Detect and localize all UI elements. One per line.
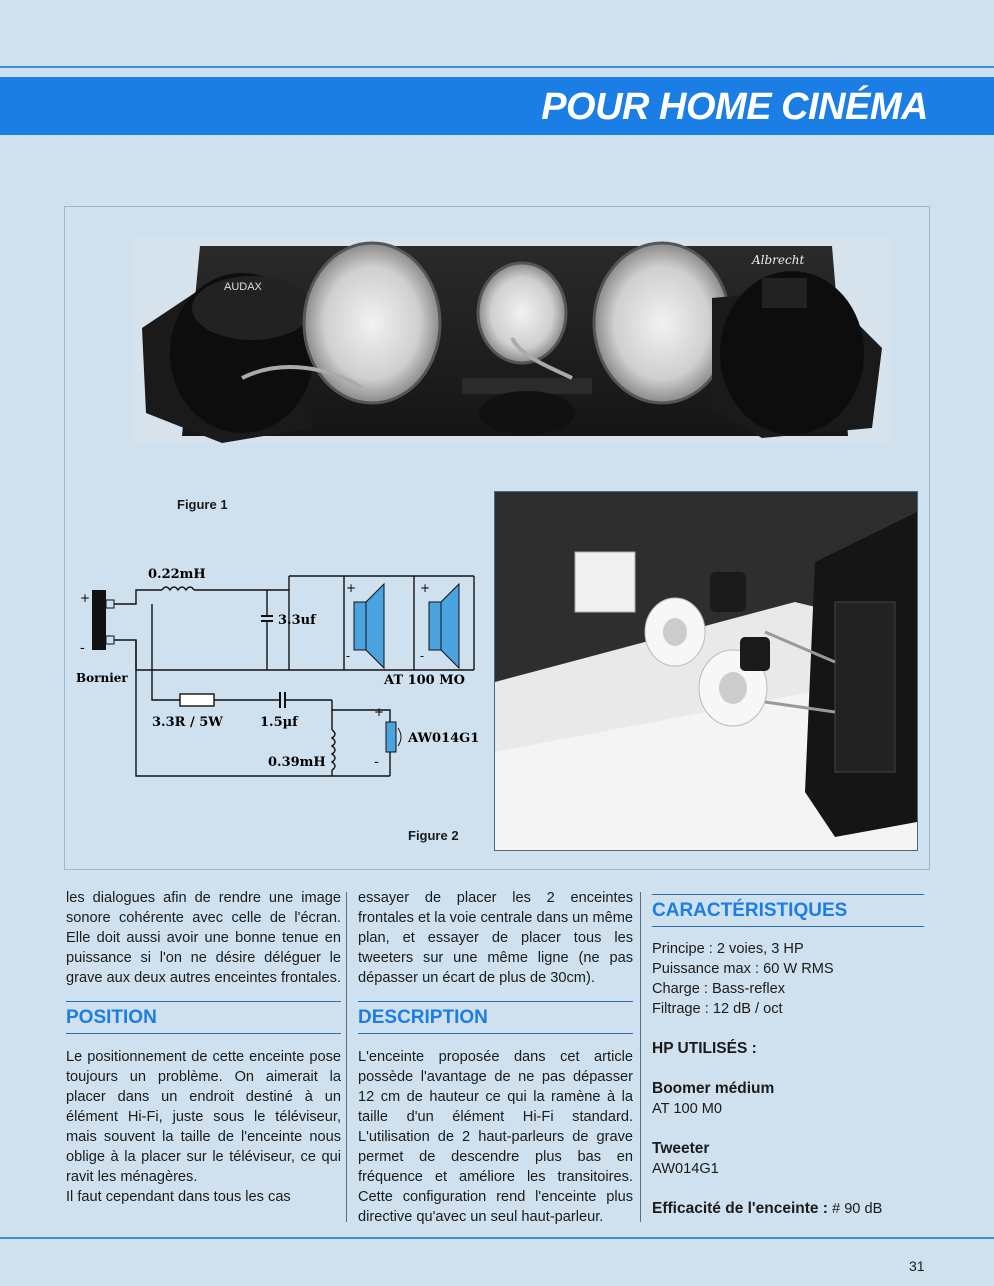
inductor-tweeter-label: 0.39mH (268, 755, 326, 770)
inductor-main-label: 0.22mH (148, 567, 206, 582)
position-heading: POSITION (66, 1001, 341, 1034)
spec-load: Charge : Bass-reflex (652, 981, 786, 997)
column-3 (652, 888, 924, 1219)
terminal-block (92, 590, 106, 650)
column-1 (66, 888, 341, 1207)
woofer2-plus: + (420, 581, 431, 595)
specs-heading: CARACTÉRISTIQUES (652, 894, 924, 927)
col2-intro: essayer de placer les 2 enceintes frontales et la voie centrale dans un même plan, et essayer de placer tous les tweeters sur une même ligne (ne pas dépasser un écart de plus de 30cm). (358, 890, 634, 986)
inductor-main (162, 587, 194, 590)
woofer1-plus: + (346, 581, 357, 595)
page-title: POUR HOME CINÉMA (541, 86, 928, 128)
description-text: L'enceinte proposée dans cet article possède l'avantage de ne pas dépasser 12 cm de hauteur ce qui la ramène à la taille d'un élément Hi-Fi standard. L'utilisation de 2 haut-parleurs de grave permet de descendre plus bas en fréquence et améliore les transitoires. Cette configuration rend l'enceinte plus directive qu'avec un seul haut-parleur. (358, 1049, 633, 1225)
crossover-schematic (74, 560, 494, 790)
woofer2-minus: - (420, 649, 425, 663)
crossover-photo (494, 491, 918, 851)
speaker-photo (132, 238, 892, 443)
top-rule (0, 66, 994, 68)
tweeter-value: AW014G1 (652, 1161, 719, 1177)
column-2 (358, 888, 633, 1227)
woofer-label: AT 100 MO (384, 673, 465, 688)
signature-label: Albrecht (752, 253, 805, 267)
spec-power: Puissance max : 60 W RMS (652, 961, 834, 977)
efficiency-line (652, 1199, 924, 1219)
description-heading: DESCRIPTION (358, 1001, 633, 1034)
resistor-label: 3.3R / 5W (152, 715, 223, 730)
page-number: 31 (909, 1258, 925, 1274)
header-banner (0, 77, 994, 135)
figure1-caption: Figure 1 (177, 497, 228, 512)
tweeter-plus: + (374, 705, 385, 719)
column-divider-1 (346, 892, 347, 1222)
column-divider-2 (640, 892, 641, 1222)
terminal-minus: - (80, 640, 85, 656)
figure2-caption: Figure 2 (408, 828, 459, 843)
specs-list (652, 939, 924, 1019)
position-text-2: Il faut cependant dans tous les cas (66, 1189, 291, 1205)
audax-label-left: AUDAX (224, 281, 262, 293)
boomer-heading: Boomer médium (652, 1080, 775, 1097)
bottom-rule (0, 1237, 994, 1239)
capacitor-main-label: 3.3uf (278, 613, 316, 628)
spec-principle: Principe : 2 voies, 3 HP (652, 941, 804, 957)
terminal-plus: + (80, 591, 91, 605)
boomer-value: AT 100 M0 (652, 1101, 723, 1117)
tweeter-heading: Tweeter (652, 1140, 710, 1157)
tweeter-minus: - (374, 754, 379, 770)
woofer1-minus: - (346, 649, 351, 663)
capacitor-tweeter-label: 1.5µf (260, 715, 298, 730)
spec-filter: Filtrage : 12 dB / oct (652, 1001, 783, 1017)
efficiency-label: Efficacité de l'enceinte : (652, 1200, 828, 1217)
position-text: Le positionnement de cette enceinte pose toujours un problème. On aimerait la placer dans un endroit destiné à un élément Hi-Fi, juste sous le téléviseur, mais souvent la taille de l'enceinte nous oblige à la placer sur le téléviseur, ce qui ravit les ménagères. (66, 1049, 341, 1185)
terminal-label: Bornier (76, 671, 128, 685)
resistor (180, 694, 214, 706)
efficiency-value: # 90 dB (827, 1201, 883, 1217)
inductor-tweeter (332, 730, 335, 770)
hp-heading: HP UTILISÉS : (652, 1040, 757, 1057)
tweeter-label: AW014G1 (408, 731, 480, 746)
col1-intro: les dialogues afin de rendre une image sonore cohérente avec celle de l'écran. Elle doit aussi avoir une bonne tenue en puissance si l'on ne désire déléguer le grave aux deux autres enceintes frontales. (66, 890, 342, 986)
